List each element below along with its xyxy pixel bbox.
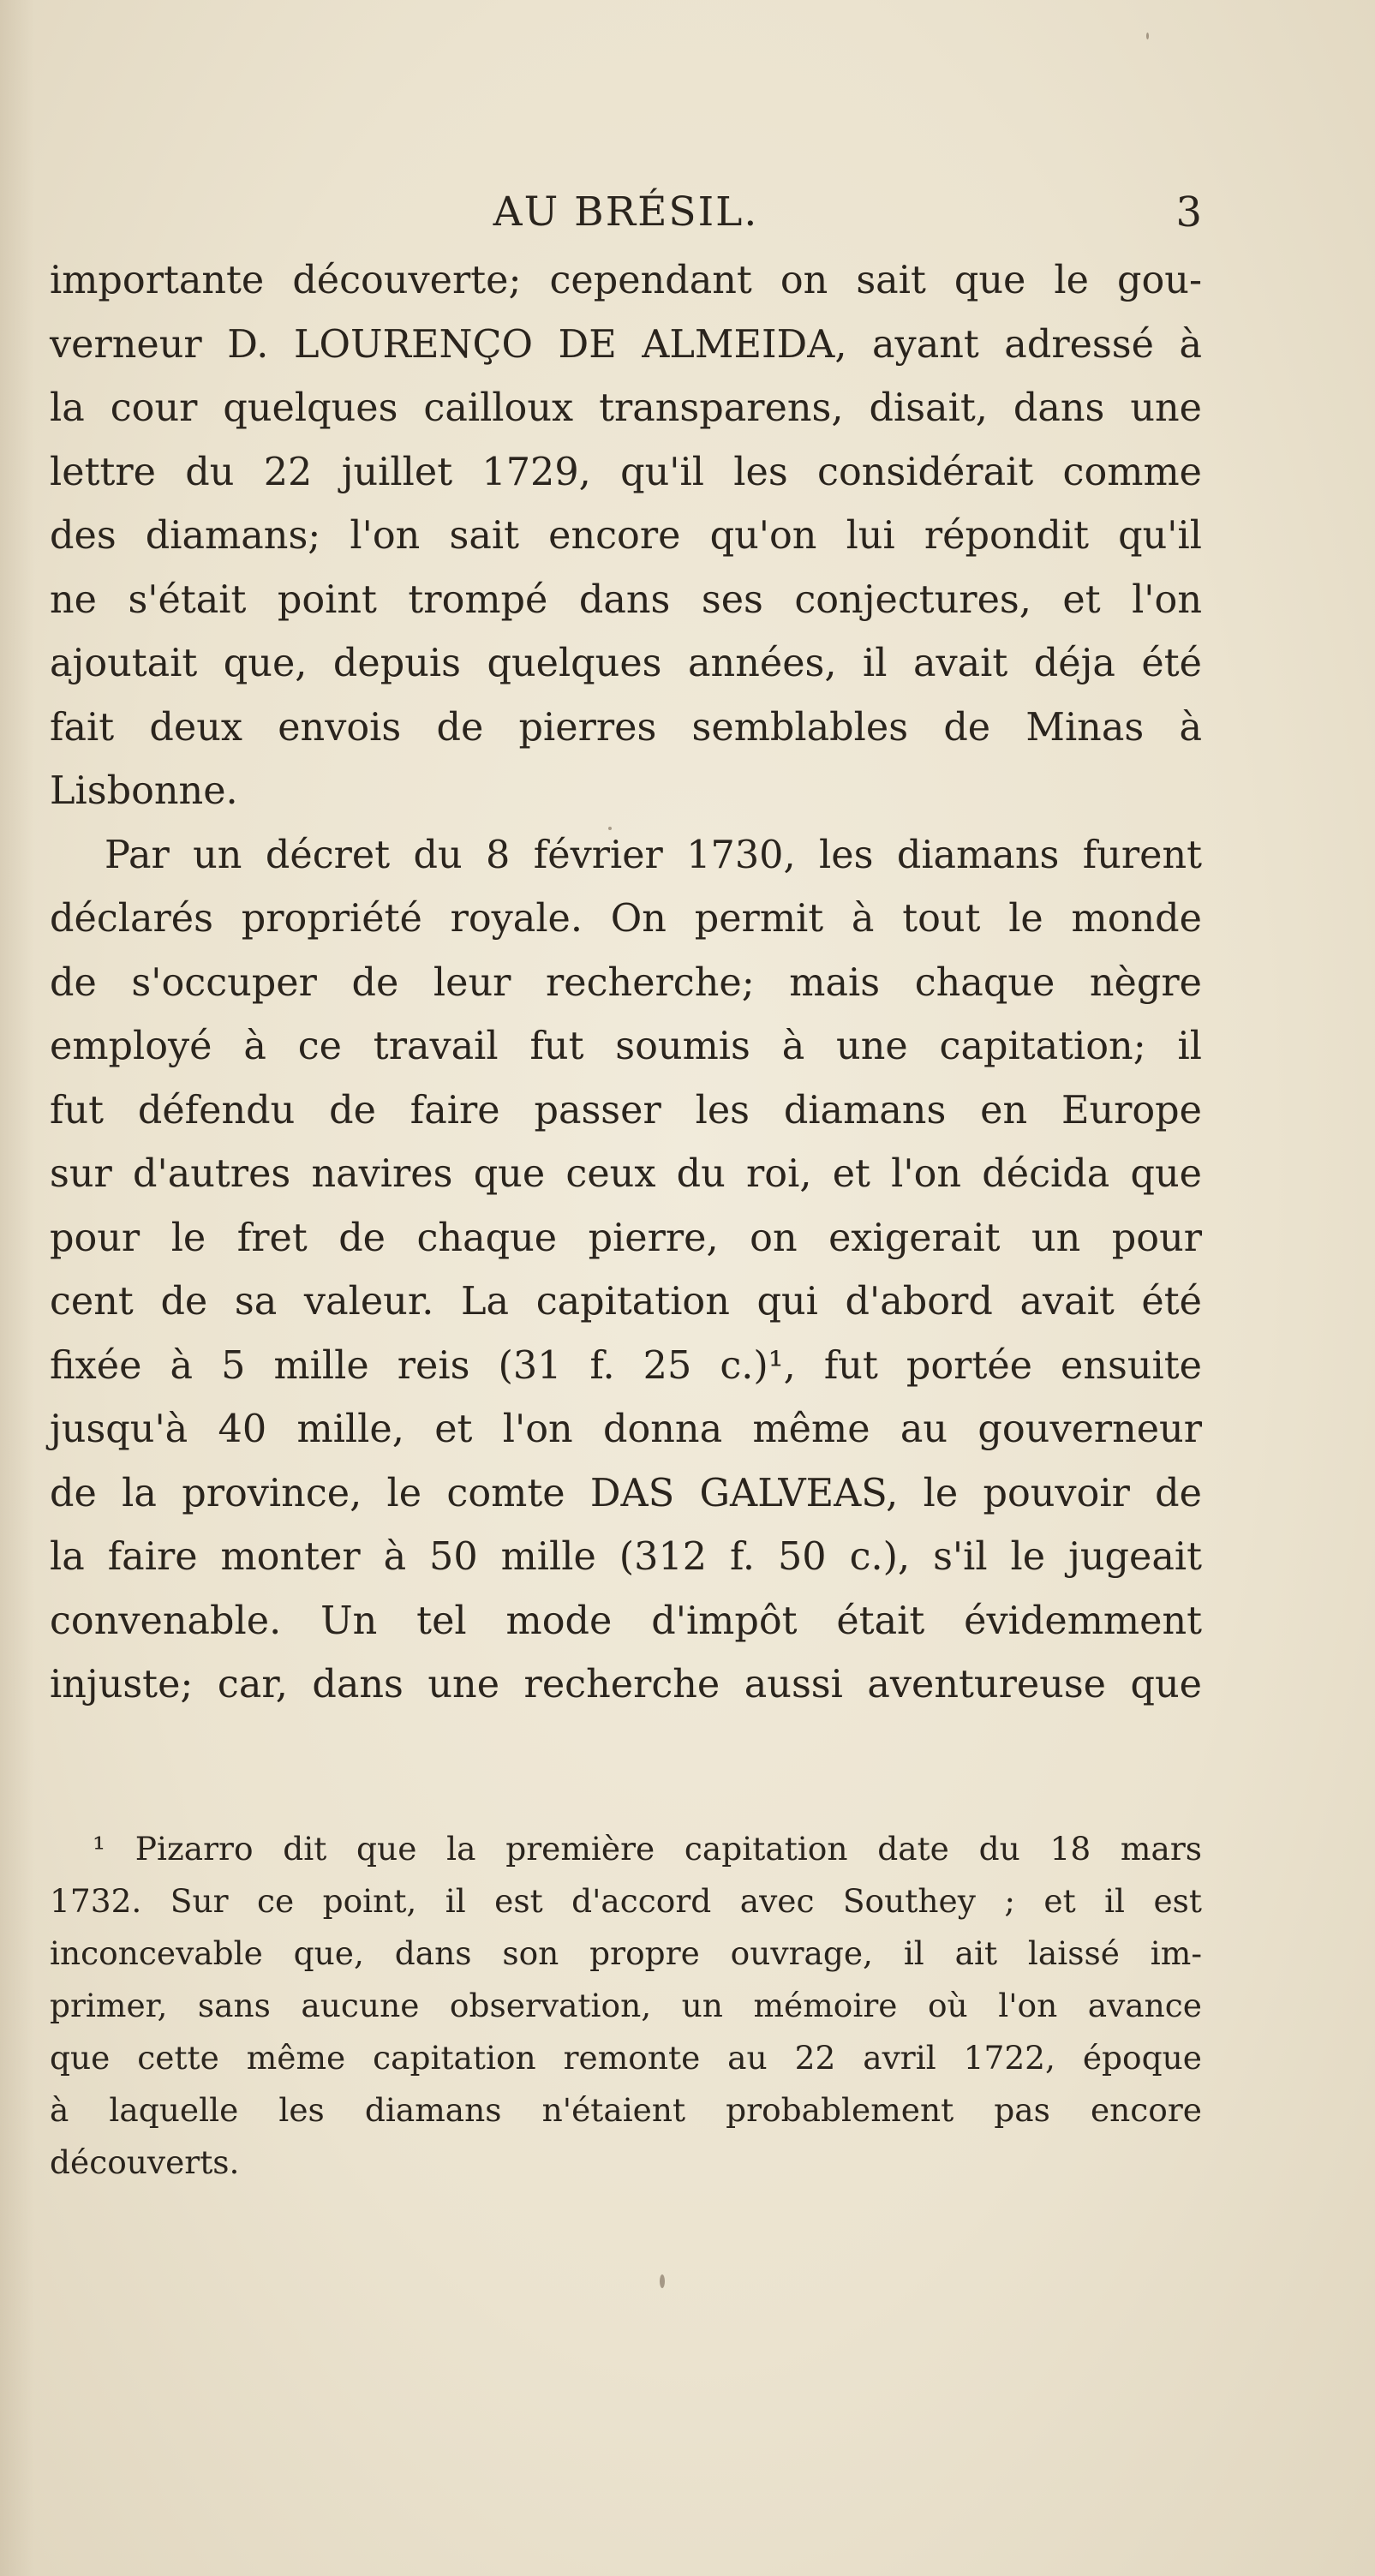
text-line: ne s'était point trompé dans ses conjectures, et l'on [50, 577, 1202, 622]
text-line: de la province, le comte DAS GALVEAS, le pouvoir de [50, 1471, 1202, 1515]
text-line: convenable. Un tel mode d'impôt était évidemment [50, 1599, 1202, 1643]
text-line: employé à ce travail fut soumis à une capitation; il [50, 1025, 1202, 1068]
text-line: Par un décret du 8 février 1730, les diamans furent [105, 833, 1202, 877]
text-line: lettre du 22 juillet 1729, qu'il les considérait comme [50, 450, 1202, 494]
text-line: la faire monter à 50 mille (312 f. 50 c.), s'il le jugeait [50, 1535, 1202, 1579]
text-line: la cour quelques cailloux transparens, disait, dans une [50, 386, 1202, 430]
text-line: déclarés propriété royale. On permit à tout le monde [50, 897, 1202, 941]
text-line: Lisbonne. [50, 769, 238, 813]
paper-speck [1146, 33, 1149, 39]
footnote-line: à laquelle les diamans n'étaient probablement pas encore [50, 2091, 1202, 2129]
main-text [50, 249, 1202, 1718]
text-line: des diamans; l'on sait encore qu'on lui répondit qu'il [50, 514, 1202, 558]
text-line: sur d'autres navires que ceux du roi, et l'on décida que [50, 1152, 1202, 1196]
paper-speck [660, 2274, 665, 2288]
text-line: ajoutait que, depuis quelques années, il avait déja été [50, 642, 1202, 685]
text-line: de s'occuper de leur recherche; mais chaque nègre [50, 960, 1202, 1005]
text-line: injuste; car, dans une recherche aussi aventureuse que [50, 1663, 1202, 1706]
text-line: cent de sa valeur. La capitation qui d'abord avait été [50, 1280, 1202, 1324]
footnote-line: 1732. Sur ce point, il est d'accord avec Southey ; et il est [50, 1882, 1202, 1920]
paper-speck [608, 827, 612, 830]
footnote-line: primer, sans aucune observation, un mémoire où l'on avance [50, 1987, 1202, 2024]
footnote-line: inconcevable que, dans son propre ouvrage, il ait laissé im- [50, 1934, 1202, 1972]
footnote [50, 1823, 1202, 2189]
text-line: pour le fret de chaque pierre, on exigerait un pour [50, 1216, 1202, 1260]
footnote-line: ¹ Pizarro dit que la première capitation date du 18 mars [93, 1830, 1202, 1868]
page-header [50, 187, 1202, 238]
text-line: fixée à 5 mille reis (31 f. 25 c.)¹, fut portée ensuite [50, 1343, 1202, 1388]
running-title: AU BRÉSIL. [493, 188, 759, 236]
text-line: fut défendu de faire passer les diamans en Europe [50, 1088, 1202, 1133]
page-number: 3 [1175, 188, 1202, 236]
text-line: fait deux envois de pierres semblables de Minas à [50, 705, 1202, 750]
footnote-line: découverts. [50, 2143, 240, 2181]
footnote-line: que cette même capitation remonte au 22 avril 1722, époque [50, 2039, 1202, 2077]
text-line: jusqu'à 40 mille, et l'on donna même au gouverneur [50, 1408, 1202, 1451]
page-gutter-shadow [0, 0, 34, 2576]
text-line: verneur D. LOURENÇO DE ALMEIDA, ayant adressé à [50, 322, 1202, 367]
text-line: importante découverte; cependant on sait que le gou- [50, 259, 1202, 302]
